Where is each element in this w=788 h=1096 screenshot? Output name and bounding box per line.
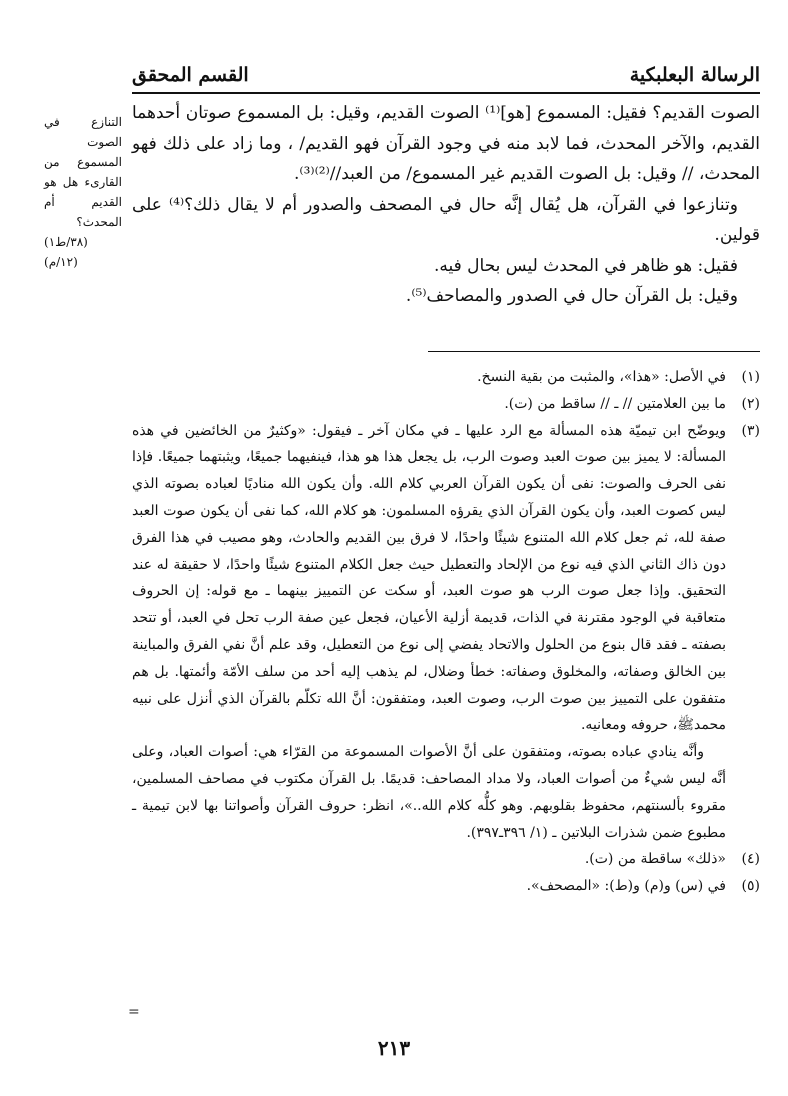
footnote-1 xyxy=(132,364,760,391)
running-title-left: القسم المحقق xyxy=(132,64,249,86)
margin-ref-1: (٣٨/ط١) xyxy=(44,235,88,249)
main-text xyxy=(132,98,760,312)
equals-mark: = xyxy=(128,1004,140,1020)
main-paragraph-4: وقيل: بل القرآن حال في الصدور والمصاحف⁽⁵⁾. xyxy=(405,286,738,306)
footnote-separator xyxy=(428,351,760,352)
main-paragraph-3: فقيل: هو ظاهر في المحدث ليس بحال فيه. xyxy=(433,255,738,276)
margin-note xyxy=(44,112,122,272)
running-title-right: الرسالة البعلبكية xyxy=(629,64,760,86)
footnotes xyxy=(132,364,760,900)
margin-ref-2: (١٢/م) xyxy=(44,255,78,269)
footnote-text: ما بين العلامتين // ـ // ساقط من (ت). xyxy=(504,395,726,412)
margin-note-text: التنازع في الصوت المسموع من القارىء هل هو القديم أم المحدث؟ xyxy=(44,115,122,229)
footnote-5 xyxy=(132,873,760,900)
running-header xyxy=(132,56,760,94)
footnote-3 xyxy=(132,418,760,740)
footnote-2 xyxy=(132,391,760,418)
footnote-text: «ذلك» ساقطة من (ت). xyxy=(584,851,726,868)
footnote-number: (١) xyxy=(741,369,760,385)
page-number: ٢١٣ xyxy=(377,1036,411,1060)
footnote-number: (٢) xyxy=(741,395,760,412)
footnote-text: في الأصل: «هذا»، والمثبت من بقية النسخ. xyxy=(477,369,726,385)
footnote-4 xyxy=(132,846,760,873)
main-paragraph-1: الصوت القديم؟ فقيل: المسموع [هو]⁽¹⁾ الصوت القديم، وقيل: بل المسموع صوتان أحدهما القديم، والآخر المحدث، فما لابد منه في وجود القرآن فهو القديم/ ، وما زاد على ذلك فهو المحدث، // وقيل: بل الصوت القديم غير المسموع/ من العبد//⁽²⁾⁽³⁾. xyxy=(132,103,760,184)
footnote-text: في (س) و(م) و(ط): «المصحف». xyxy=(526,878,726,895)
footnote-number: (٥) xyxy=(741,878,760,895)
footnote-3-continuation: وأنَّه ينادي عباده بصوته، ومتفقون على أنَّ الأصوات المسموعة من القرّاء هي: أصوات العباد، وعلى أنَّه ليس شيءٌ من أصوات العباد، ولا مداد المصاحف: قديمًا. بل القرآن مكتوب في مصاحف المسلمين، مقروء بألسنتهم، محفوظ بقلوبهم. وهو كلُّه كلام الله..»، انظر: حروف القرآن وأصواتنا بها لابن تيمية ـ مطبوع ضمن شذرات البلاتين ـ (١/ ٣٩٦ـ٣٩٧). xyxy=(132,744,727,841)
footnote-number: (٤) xyxy=(741,851,760,868)
main-paragraph-2: وتنازعوا في القرآن، هل يُقال إنَّه حال في المصحف والصدور أم لا يقال ذلك؟⁽⁴⁾ على قولين. xyxy=(132,194,760,245)
footnote-number: (٣) xyxy=(741,422,760,439)
footnote-text: ويوضّح ابن تيميّة هذه المسألة مع الرد عليها ـ في مكان آخر ـ فيقول: «وكثيرٌ من الخائضين في هذه المسألة: لا يميز بين صوت العبد وصوت الرب، بل يجعل هذا هو هذا، فينفيهما جميعًا، ويثبتهما جميعًا. فإذا نفى الحرف والصوت: نفى أن يكون القرآن العربي كلام الله. وأن يكون الله مناديًا لعباده بصوته الذي ليس كصوت العبد، وأن يكون القرآن الذي يقرؤه المسلمون: هو كلام الله، كما نفى أن يكون صوت العبد صفة لله، ثم جعل كلام الله المتنوع شيئًا واحدًا، لا فرق بين القديم والحادث، وهو مصيب في هذا الفرق دون ذاك الثاني الذي فيه نوع من الإلحاد والتعطيل حيث جعل الكلام المتنوع شيئًا واحدًا، لا حقيقة له عند التحقيق. وإذا جعل صوت الرب هو صوت العبد، أو سكت عن التمييز بينهما ـ مع قوله: إن الحروف متعاقبة في الوجود مقترنة في الذات، قديمة أزلية الأعيان، فجعل عين صفة الرب تحل في العبد، أو تتحد بصفته ـ فقد قال بنوع من الحلول والاتحاد يفضي إلى نوع من التعطيل، وقد علم أنَّ نفي الفرق والمباينة بين الخالق وصفاته، والمخلوق وصفاته: خطأ وضلال، لم يذهب إليه أحد من سلف الأمّة وأئمتها. بل هم متفقون على التمييز بين صوت الرب، وصوت العبد، ومتفقون: أنَّ الله تكلّم بالقرآن الذي أنزل على نبيه محمدﷺ، حروفه ومعانيه. xyxy=(132,422,726,734)
